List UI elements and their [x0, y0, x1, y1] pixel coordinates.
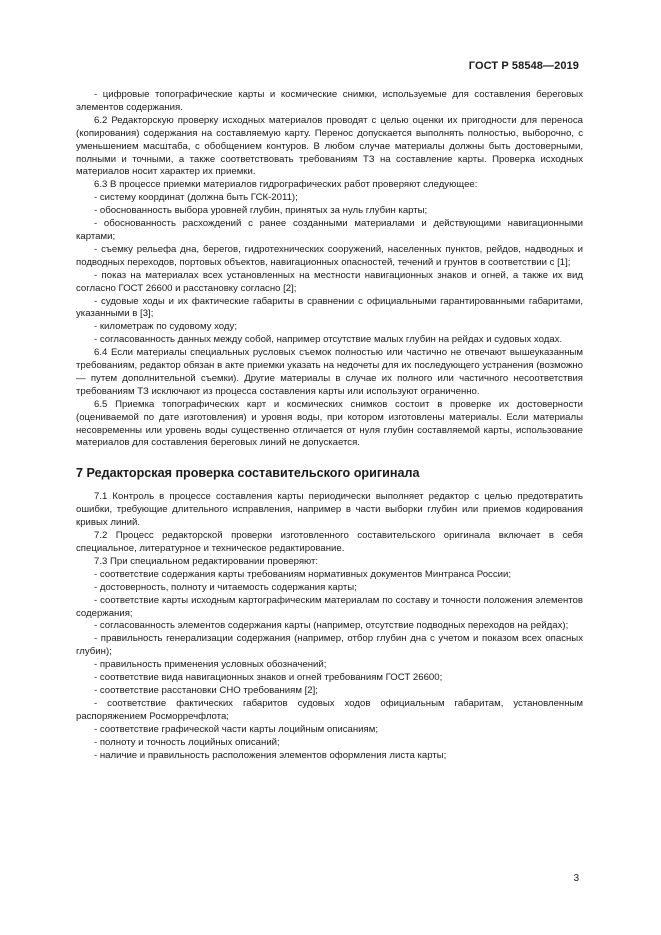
paragraph: 7.2 Процесс редакторской проверки изготовленного составительского оригинала включает в себя специальное, литературное и техническое редактирование.: [76, 530, 583, 554]
paragraph: - обоснованность расхождений с ранее созданными материалами и действующими навигационными картами;: [76, 218, 583, 242]
paragraph: 6.5 Приемка топографических карт и космических снимков состоит в проверке их достоверности (оцениваемой по дате изготовления) и уровня воды, при котором изготовлены материалы. Если материалы несовременны или уровень воды существенно отличается от нуля глубин составляемой карты, использование материалов для составления береговых линий не допускается.: [76, 398, 583, 449]
paragraph: - соответствие расстановки СНО требованиям [2];: [94, 684, 318, 696]
paragraph: - соответствие вида навигационных знаков и огней требованиям ГОСТ 26600;: [94, 672, 443, 684]
paragraph: - согласованность элементов содержания карты (например, отсутствие подводных переходов на рейдах);: [94, 620, 569, 632]
paragraph: 6.4 Если материалы специальных русловых съемок полностью или частично не отвечают вышеуказанным требованиям, редактор обязан в акте приемки указать на недочеты для их последующего устранения (возможно — путем дополнительной съемки). Другие материалы в случае их полного или частичного несоответствия требованиям ТЗ исключают из процесса составления карты или используют ограниченно.: [76, 347, 583, 397]
paragraph: 6.3 В процессе приемки материалов гидрографических работ проверяют следующее:: [94, 179, 478, 191]
document-body: [76, 89, 583, 762]
paragraph: - съемку рельефа дна, берегов, гидротехнических сооружений, населенных пунктов, рейдов, надводных и подводных переходов, портовых объектов, навигационных опасностей, течений и грунтов в соответствии с [1];: [76, 243, 583, 268]
paragraph: - систему координат (должна быть ГСК-2011);: [94, 192, 298, 204]
paragraph: - соответствие карты исходным картографическим материалам по составу и точности положения элементов содержания;: [76, 594, 583, 619]
paragraph: 6.2 Редакторскую проверку исходных материалов проводят с целью оценки их пригодности для переноса (копирования) содержания на составляемую карту. Перенос допускается выполнять полностью, выборочно, с уменьшением масштаба, с обобщением контуров. В любом случае материалы должны быть достоверными, полными и точными, а также соответствовать требованиям ТЗ на составление карты. Проверка исходных материалов носит характер их приемки.: [76, 114, 583, 178]
section-6-continuation: [76, 89, 583, 450]
paragraph: - согласованность данных между собой, например отсутствие малых глубин на рейдах и судовых ходах.: [94, 334, 563, 346]
paragraph: - цифровые топографические карты и космические снимки, используемые для составления береговых элементов содержания.: [76, 89, 583, 113]
paragraph: - показ на материалах всех установленных на местности навигационных знаков и огней, а также их вид согласно ГОСТ 26600 и расстановку согласно [2];: [76, 269, 583, 294]
paragraph: - полноту и точность лоцийных описаний;: [94, 736, 280, 748]
paragraph: 7.3 При специальном редактировании проверяют:: [94, 555, 319, 567]
paragraph: - соответствие фактических габаритов судовых ходов официальным габаритам, установленным распоряжением Росморречфлота;: [76, 697, 583, 722]
paragraph: - соответствие графической части карты лоцийным описаниям;: [94, 723, 378, 735]
section-7-title: 7 Редакторская проверка составительского оригинала: [76, 466, 420, 481]
paragraph: 7.1 Контроль в процессе составления карты периодически выполняет редактор с целью предотвратить ошибки, требующие длительного исправления, например в части выборки глубин или приемов кодирования кривых линий.: [76, 491, 583, 529]
paragraph: - судовые ходы и их фактические габариты в сравнении с официальными гарантированными габаритами, указанными в [3];: [76, 295, 583, 320]
page-number: 3: [573, 873, 579, 884]
paragraph: - достоверность, полноту и читаемость содержания карты;: [94, 581, 357, 593]
paragraph: - километраж по судовому ходу;: [94, 321, 237, 333]
paragraph: - обоснованность выбора уровней глубин, принятых за нуль глубин карты;: [94, 205, 428, 217]
section-7-body: [76, 491, 583, 762]
paragraph: - соответствие содержания карты требованиям нормативных документов Минтранса России;: [94, 568, 512, 580]
paragraph: - наличие и правильность расположения элементов оформления листа карты;: [94, 749, 447, 761]
paragraph: - правильность генерализации содержания (например, отбор глубин дна с учетом и показом всех опасных глубин);: [76, 633, 583, 658]
paragraph: - правильность применения условных обозначений;: [94, 659, 327, 671]
document-code-header: ГОСТ Р 58548—2019: [468, 60, 579, 72]
